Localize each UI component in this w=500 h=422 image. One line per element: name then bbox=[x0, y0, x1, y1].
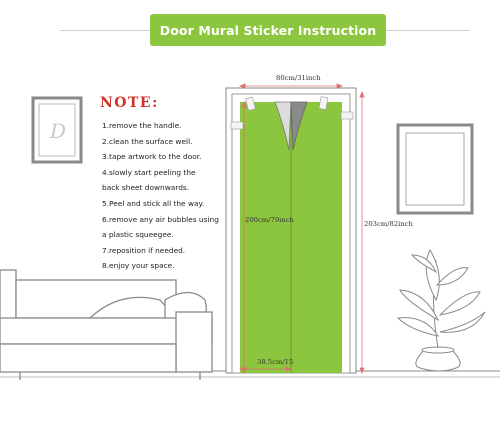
note-line: 5.Peel and stick all the way. bbox=[102, 198, 205, 208]
note-line: a plastic squeegee. bbox=[102, 230, 174, 240]
door-height-label-right: 203cm/82inch bbox=[364, 220, 413, 228]
sofa-illustration bbox=[0, 270, 212, 380]
svg-text:D: D bbox=[50, 119, 67, 143]
door-height-label-left: 200cm/79inch bbox=[245, 216, 294, 224]
note-line: 3.tape artwork to the door. bbox=[102, 152, 202, 162]
note-line: back sheet downwards. bbox=[102, 183, 190, 193]
picture-frame-right bbox=[398, 125, 472, 213]
banner-rule-right bbox=[386, 30, 470, 31]
banner-rule-left bbox=[60, 30, 150, 31]
note-heading: NOTE: bbox=[100, 95, 159, 111]
note-line: 6.remove any air bubbles using bbox=[102, 214, 219, 224]
plant-illustration bbox=[398, 250, 485, 371]
instruction-title: Door Mural Sticker Instruction bbox=[159, 22, 377, 38]
instruction-title-banner bbox=[150, 14, 386, 46]
door-mural bbox=[231, 97, 353, 373]
door-width-label: 80cm/31inch bbox=[276, 74, 321, 82]
note-instructions-list bbox=[102, 118, 237, 274]
note-line: 1.remove the handle. bbox=[102, 121, 182, 130]
note-line: 4.slowly start peeling the bbox=[102, 167, 196, 177]
note-line: 8.enjoy your space. bbox=[102, 261, 175, 271]
note-line: 7.reposition if needed. bbox=[102, 245, 186, 255]
door-half-width-label: 38.5cm/15 bbox=[257, 358, 294, 366]
picture-frame-left bbox=[33, 98, 81, 162]
note-line: 2.clean the surface well. bbox=[102, 136, 193, 146]
